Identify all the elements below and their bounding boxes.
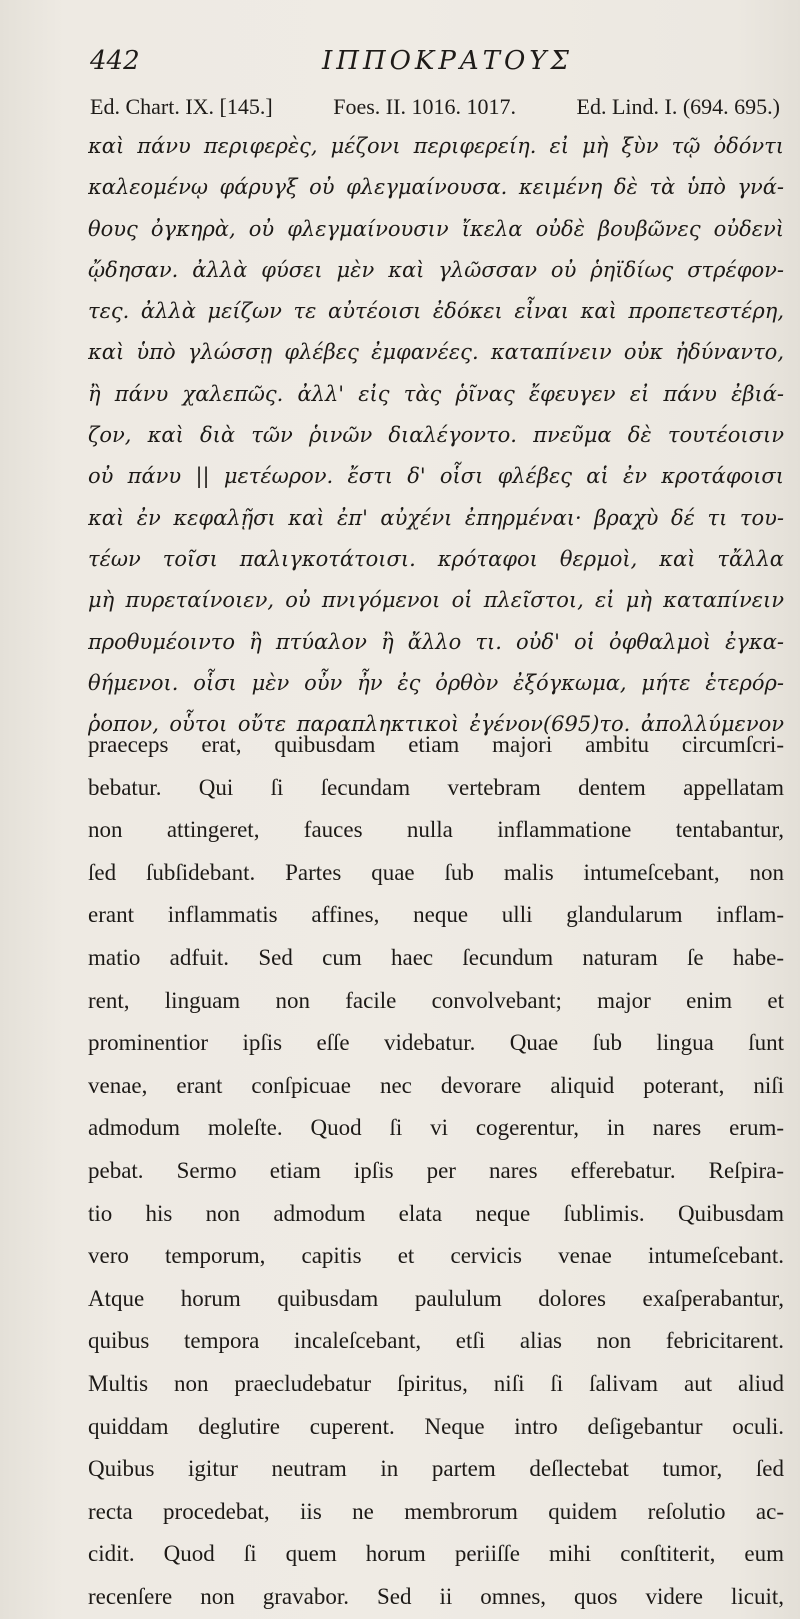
greek-line: οὐ πάνυ || μετέωρον. ἔστι δ' οἷσι φλέβες αἱ ἐν κροτάφοισι	[88, 464, 784, 489]
greek-line: μὴ πυρεταίνοιεν, οὐ πνιγόμενοι οἱ πλεῖστοι, εἰ μὴ καταπίνειν	[88, 588, 784, 613]
latin-line: tio his non admodum elata neque ſublimis. Quibusdam	[88, 1200, 784, 1226]
greek-line: καλεομένῳ φάρυγξ οὐ φλεγμαίνουσα. κειμένη δὲ τὰ ὑπὸ γνά-	[88, 175, 784, 200]
latin-line: venae, erant conſpicuae nec devorare aliquid poterant, niſi	[88, 1072, 784, 1098]
latin-line: pebat. Sermo etiam ipſis per nares efferebatur. Reſpira-	[88, 1157, 784, 1183]
running-title: ΙΠΠΟΚΡΑΤΟΥΣ	[322, 46, 573, 76]
greek-text-block	[88, 126, 784, 745]
greek-line: ᾤδησαν. ἀλλὰ φύσει μὲν καὶ γλῶσσαν οὐ ῥηϊδίως στρέφον-	[88, 257, 784, 282]
latin-line: cidit. Quod ſi quem horum periiſſe mihi conſtiterit, eum	[88, 1541, 784, 1567]
greek-line: τέων τοῖσι παλιγκοτάτοισι. κρόταφοι θερμοὶ, καὶ τἄλλα	[88, 546, 784, 571]
edition-chartier: Ed. Chart. IX. [145.]	[90, 94, 273, 119]
edition-linden: Ed. Lind. I. (694. 695.)	[576, 94, 780, 119]
latin-text-block	[88, 724, 784, 1618]
latin-line: admodum moleſte. Quod ſi vi cogerentur, in nares erum-	[88, 1115, 784, 1141]
greek-line: καὶ πάνυ περιφερὲς, μέζονι περιφερείη. εἰ μὴ ξὺν τῷ ὀδόντι	[88, 134, 784, 158]
latin-line: quiddam deglutire cuperent. Neque intro deſigebantur oculi.	[88, 1413, 784, 1439]
latin-line: recta procedebat, iis ne membrorum quidem reſolutio ac-	[88, 1498, 784, 1524]
edition-foes: Foes. II. 1016. 1017.	[333, 94, 516, 119]
latin-line: Atque horum quibusdam paululum dolores exaſperabantur,	[88, 1285, 784, 1311]
greek-line: προθυμέοιντο ἢ πτύαλον ἢ ἄλλο τι. οὐδ' οἱ ὀφθαλμοὶ ἐγκα-	[88, 629, 784, 654]
latin-line: rent, linguam non facile convolvebant; major enim et	[88, 987, 784, 1013]
latin-line: erant inflammatis affines, neque ulli glandularum inflam-	[88, 902, 784, 928]
greek-line: τες. ἀλλὰ μείζων τε αὐτέοισι ἐδόκει εἶναι καὶ προπετεστέρη,	[88, 299, 784, 324]
latin-line: bebatur. Qui ſi ſecundam vertebram dentem appellatam	[88, 774, 784, 800]
greek-line: ζον, καὶ διὰ τῶν ῥινῶν διαλέγοντο. πνεῦμα δὲ τουτέοισιν	[88, 423, 784, 448]
latin-line: prominentior ipſis eſſe videbatur. Quae ſub lingua ſunt	[88, 1030, 784, 1056]
greek-line: ἢ πάνυ χαλεπῶς. ἀλλ' εἰς τὰς ῥῖνας ἔφευγεν εἰ πάνυ ἐβιά-	[88, 381, 784, 406]
latin-line: matio adfuit. Sed cum haec ſecundum naturam ſe habe-	[88, 944, 784, 970]
page-number: 442	[90, 46, 140, 76]
latin-line: ſed ſubſidebant. Partes quae ſub malis intumeſcebant, non	[88, 859, 784, 885]
latin-line: praeceps erat, quibusdam etiam majori ambitu circumſcri-	[88, 732, 784, 757]
edition-references	[90, 94, 780, 120]
latin-line: recenſere non gravabor. Sed ii omnes, quos videre licuit,	[88, 1583, 784, 1609]
latin-line: non attingeret, fauces nulla inflammatione tentabantur,	[88, 817, 784, 843]
page-header	[0, 40, 800, 80]
greek-line: καὶ ἐν κεφαλῇσι καὶ ἐπ' αὐχένι ἐπηρμέναι· βραχὺ δέ τι του-	[88, 505, 784, 530]
latin-line: Quibus igitur neutram in partem deſlectebat tumor, ſed	[88, 1456, 784, 1482]
greek-line: θήμενοι. οἷσι μὲν οὖν ἦν ἐς ὀρθὸν ἐξόγκωμα, μήτε ἑτερόρ-	[88, 670, 784, 695]
latin-line: vero temporum, capitis et cervicis venae intumeſcebant.	[88, 1243, 784, 1269]
greek-line: θους ὀγκηρὰ, οὐ φλεγμαίνουσιν ἴκελα οὐδὲ βουβῶνες οὐδενὶ	[88, 216, 784, 241]
greek-line: ῥοπον, οὗτοι οὔτε παραπληκτικοὶ ἐγένον(695)το. ἀπολλύμενον	[88, 712, 784, 737]
latin-line: quibus tempora incaleſcebant, etſi alias non febricitarent.	[88, 1328, 784, 1354]
latin-line: Multis non praecludebatur ſpiritus, niſi ſi ſalivam aut aliud	[88, 1370, 784, 1396]
greek-line: καὶ ὑπὸ γλώσσῃ φλέβες ἐμφανέες. καταπίνειν οὐκ ἠδύναντο,	[88, 340, 784, 365]
